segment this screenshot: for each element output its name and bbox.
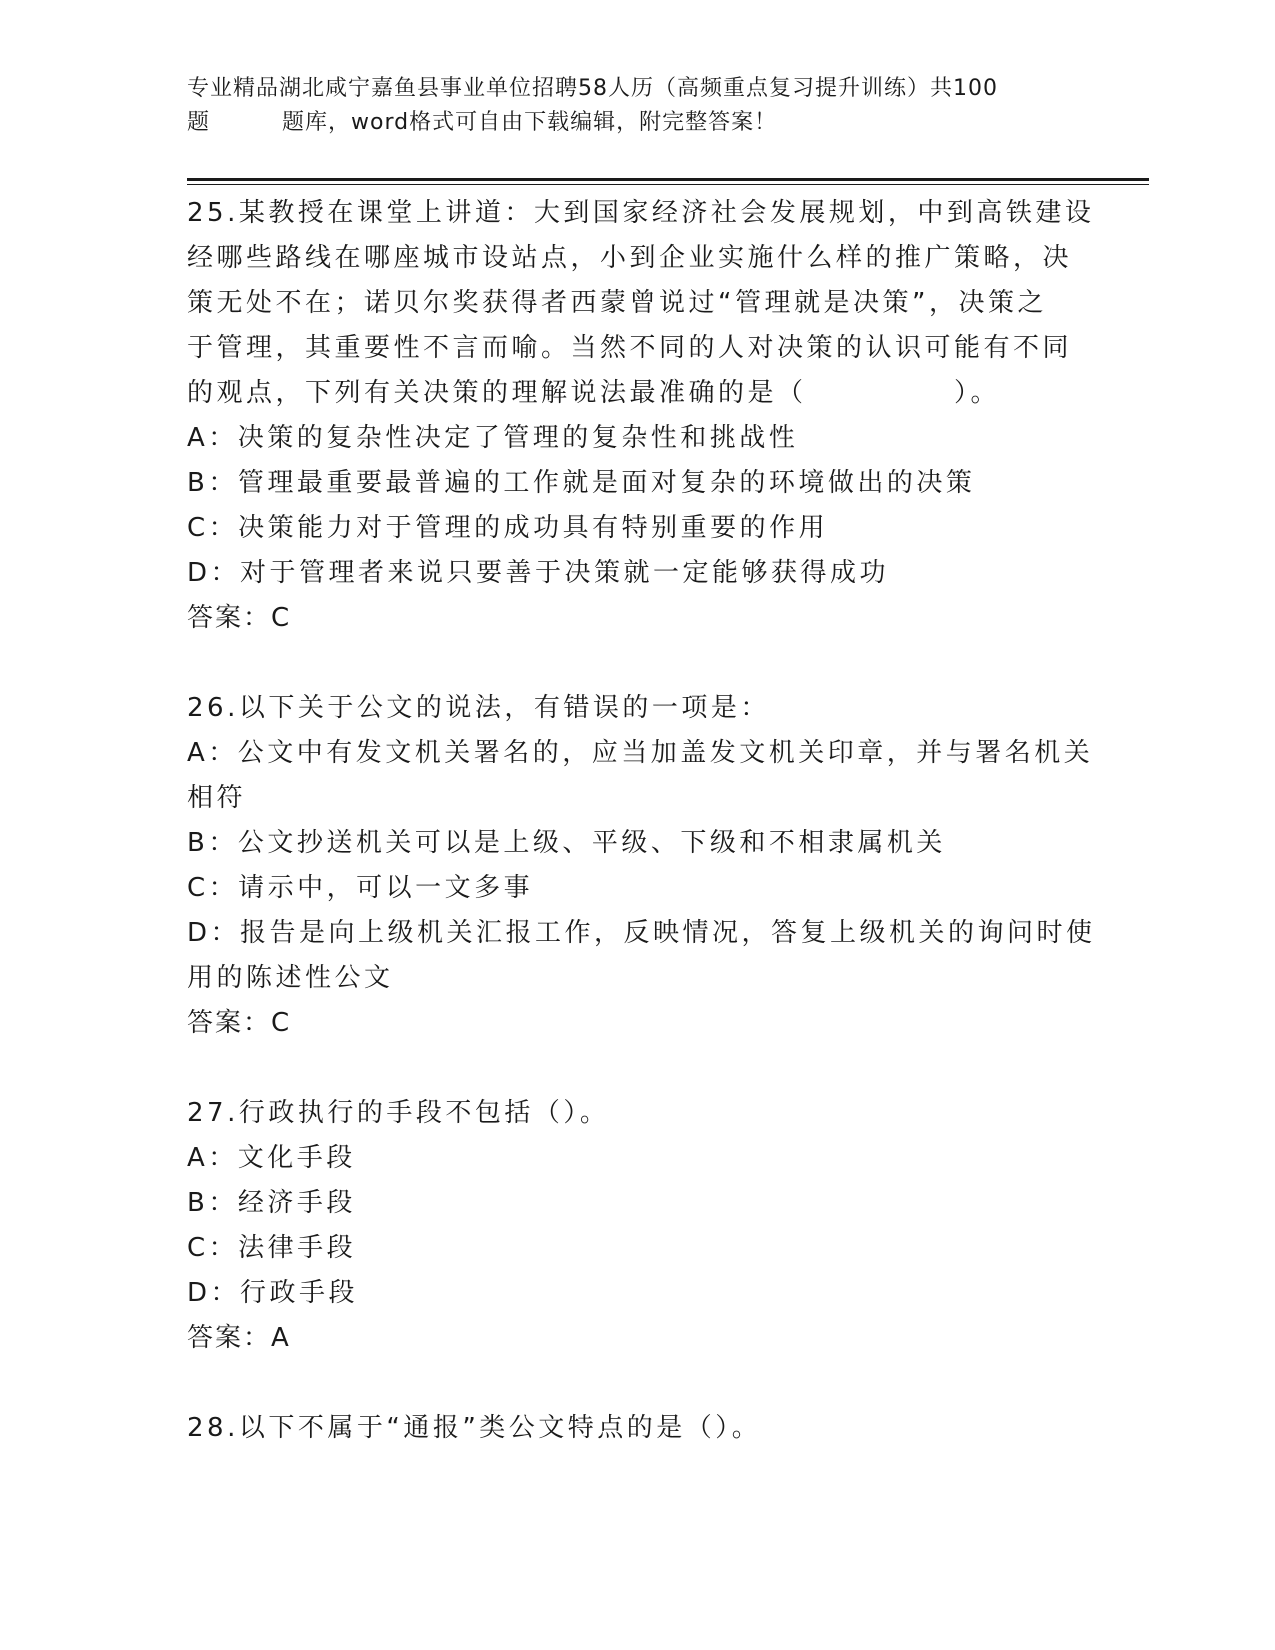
header-divider-thin: [187, 184, 1149, 185]
header-title-line-2: [187, 106, 1087, 140]
question-spacer: [187, 1361, 1067, 1406]
question-stem-line: 26.以下关于公文的说法，有错误的一项是：: [187, 693, 770, 723]
option-line: B：管理最重要最普遍的工作就是面对复杂的环境做出的决策: [187, 468, 976, 498]
question-stem-line: 的观点，下列有关决策的理解说法最准确的是（ ）。: [187, 378, 1001, 408]
question-list: [187, 191, 1096, 1451]
header-divider-thick: [187, 178, 1149, 181]
option-line: B：经济手段: [187, 1188, 356, 1218]
option-line: D：报告是向上级机关汇报工作，反映情况，答复上级机关的询问时使: [187, 918, 1096, 948]
option-line: D：对于管理者来说只要善于决策就一定能够获得成功: [187, 558, 890, 588]
question-stem-line: 经哪些路线在哪座城市设站点，小到企业实施什么样的推广策略，决: [187, 243, 1073, 273]
option-line: A：公文中有发文机关署名的，应当加盖发文机关印章，并与署名机关: [187, 738, 1094, 768]
option-line: A：决策的复杂性决定了管理的复杂性和挑战性: [187, 423, 799, 453]
option-line: D：行政手段: [187, 1278, 359, 1308]
option-line: 用的陈述性公文: [187, 963, 394, 993]
question-block: [187, 191, 1095, 686]
document-header: [187, 72, 1087, 140]
option-line: C：决策能力对于管理的成功具有特别重要的作用: [187, 513, 829, 543]
option-line: C：请示中，可以一文多事: [187, 873, 534, 903]
answer-line: 答案：A: [187, 1323, 291, 1353]
header-title-line-2-rest: 题库，word格式可自由下载编辑，附完整答案！: [282, 110, 778, 135]
question-block: [187, 686, 1096, 1091]
option-line: B：公文抄送机关可以是上级、平级、下级和不相隶属机关: [187, 828, 946, 858]
question-stem-line: 于管理，其重要性不言而喻。当然不同的人对决策的认识可能有不同: [187, 333, 1073, 363]
option-line: A：文化手段: [187, 1143, 356, 1173]
question-stem-line: 28.以下不属于“通报”类公文特点的是（）。: [187, 1413, 762, 1443]
question-spacer: [187, 641, 1067, 686]
option-line: 相符: [187, 783, 247, 813]
header-title-line-2-start: 题: [187, 110, 211, 135]
question-stem-line: 27.行政执行的手段不包括（）。: [187, 1098, 610, 1128]
question-spacer: [187, 1046, 1067, 1091]
question-block: [187, 1091, 1067, 1406]
question-block: [187, 1406, 1067, 1451]
option-line: C：法律手段: [187, 1233, 357, 1263]
answer-line: 答案：C: [187, 603, 292, 633]
question-stem-line: 策无处不在；诺贝尔奖获得者西蒙曾说过“管理就是决策”，决策之: [187, 288, 1047, 318]
question-stem-line: 25.某教授在课堂上讲道：大到国家经济社会发展规划，中到高铁建设: [187, 198, 1095, 228]
answer-line: 答案：C: [187, 1008, 292, 1038]
header-title-line-1: 专业精品湖北咸宁嘉鱼县事业单位招聘58人历（高频重点复习提升训练）共100: [187, 76, 998, 101]
header-spacer: [210, 106, 282, 140]
